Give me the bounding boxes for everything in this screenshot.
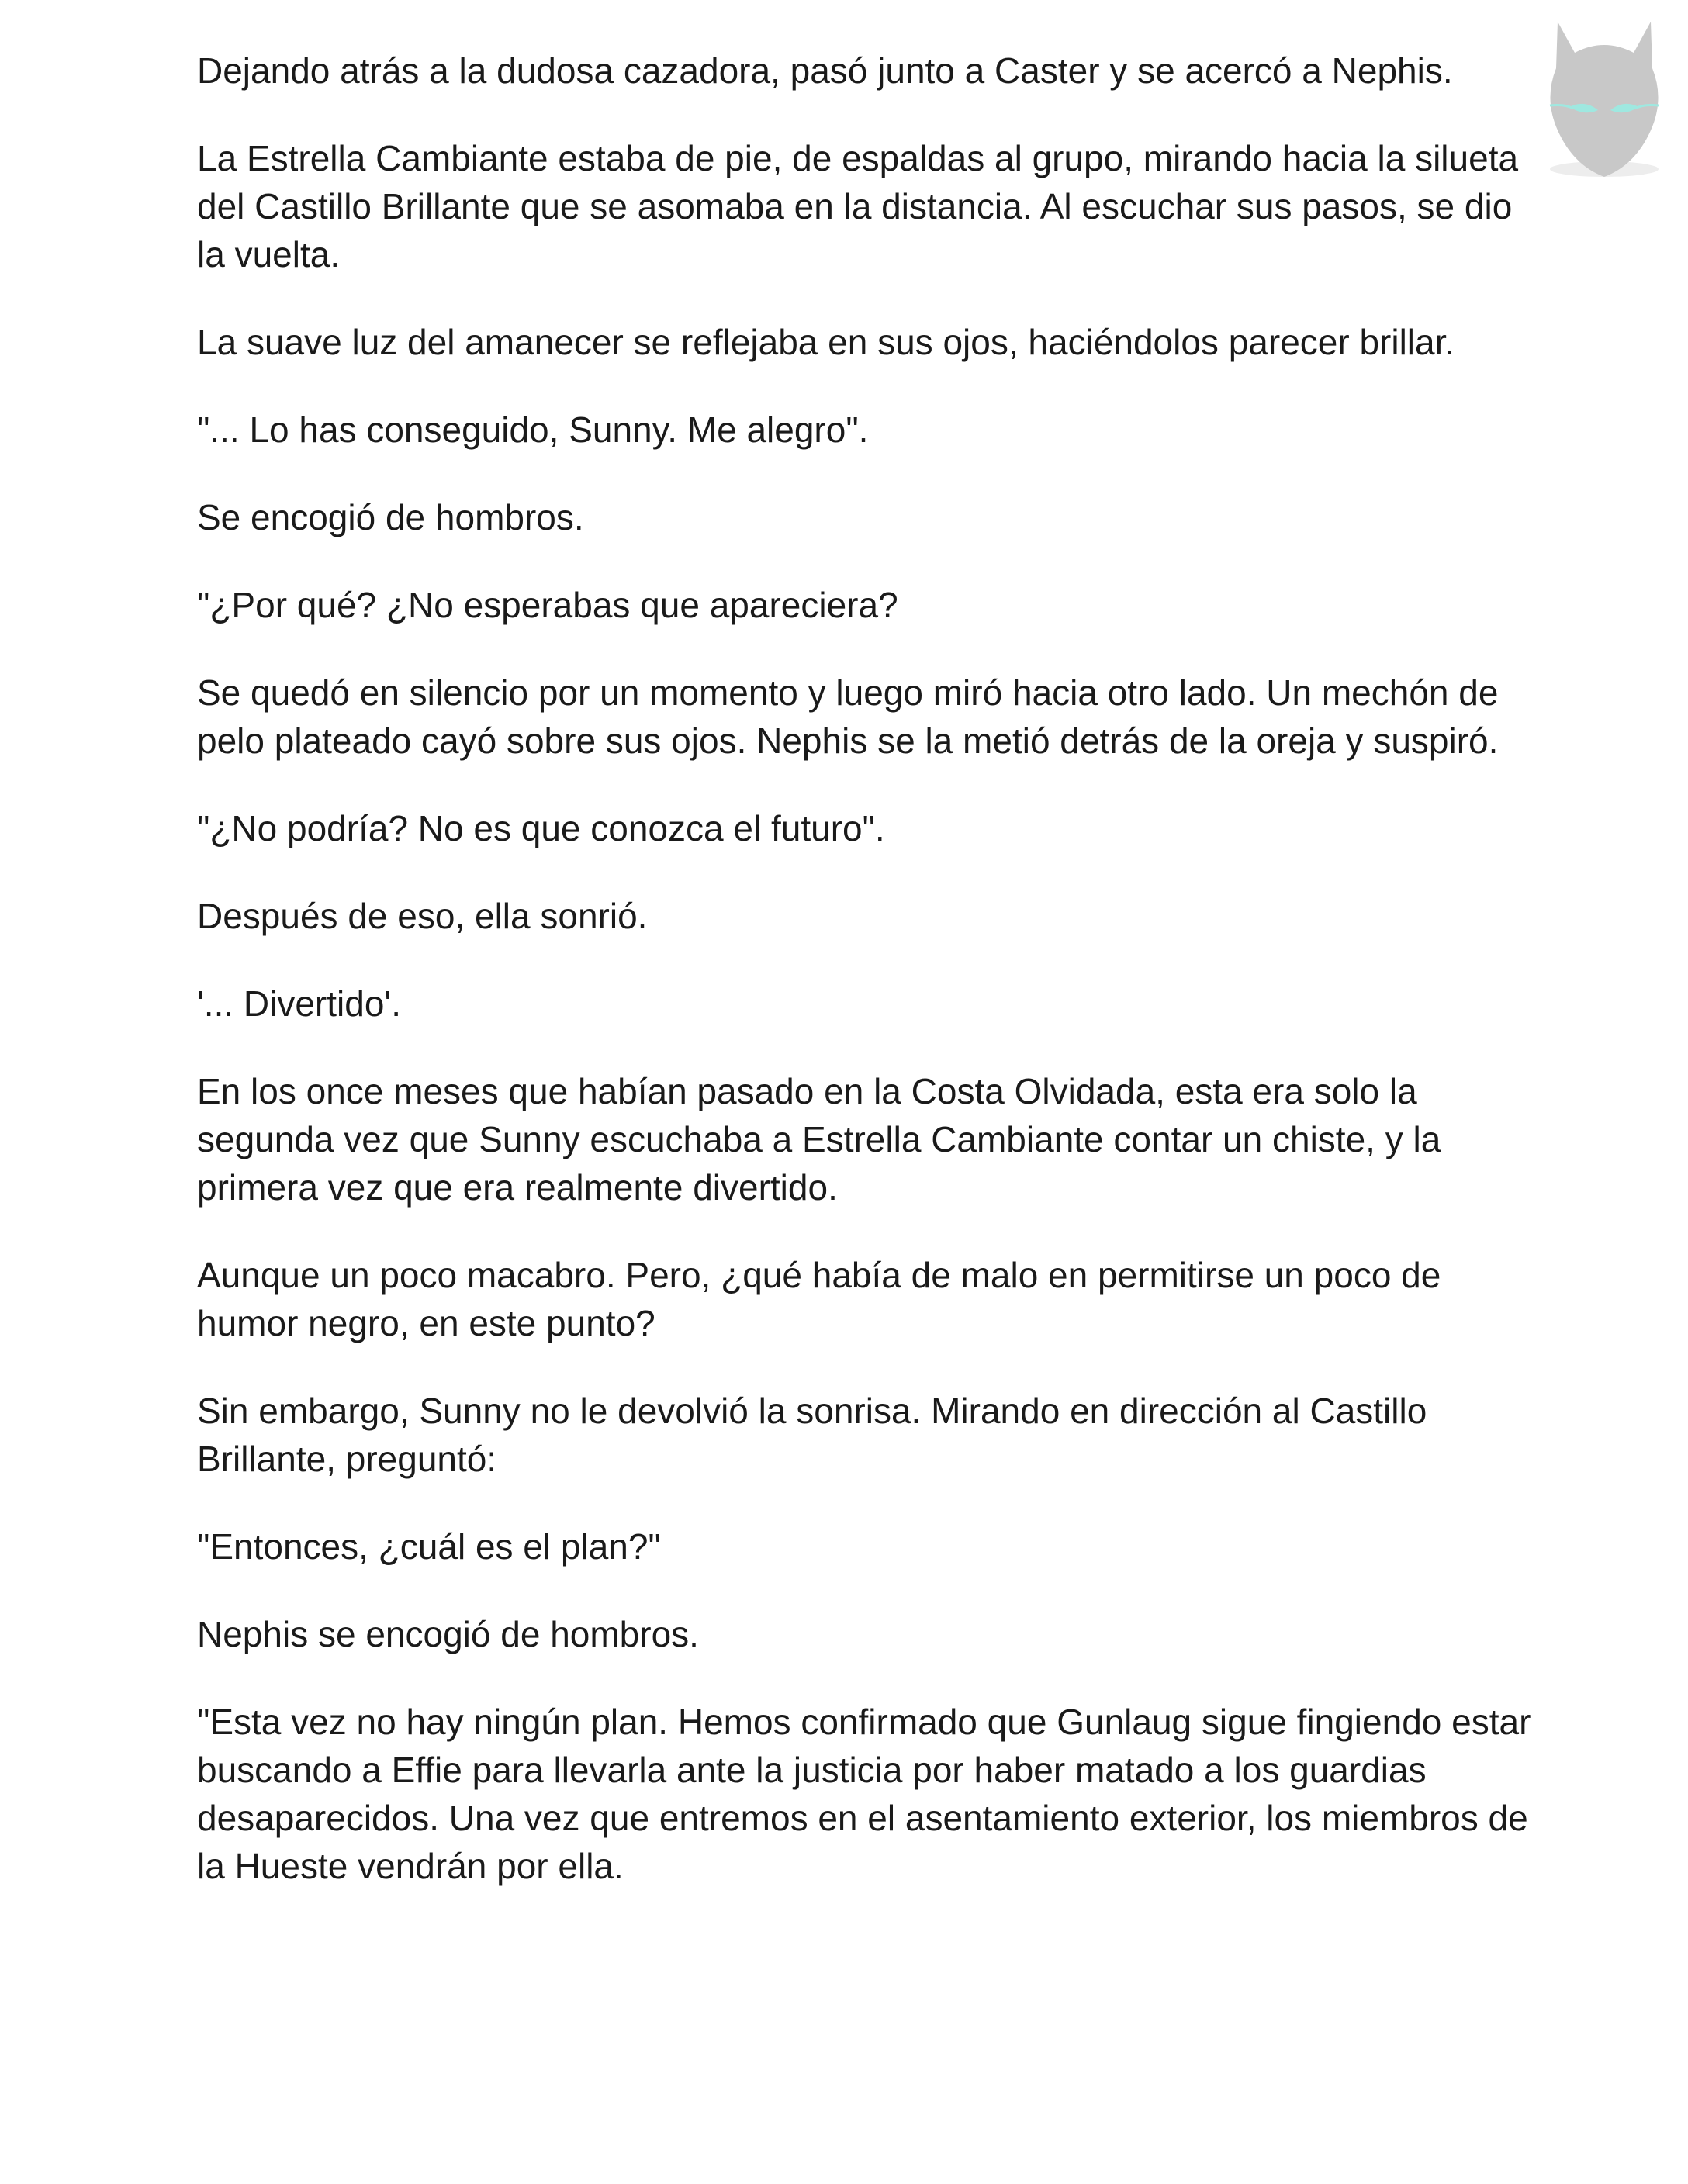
paragraph-7: Se quedó en silencio por un momento y luego miró hacia otro lado. Un mechón de pelo plateado cayó sobre sus ojos. Nephis se la metió detrás de la oreja y suspiró. <box>197 672 1499 761</box>
paragraph-5: Se encogió de hombros. <box>197 497 584 537</box>
paragraph-4: "... Lo has conseguido, Sunny. Me alegro". <box>197 410 869 450</box>
paragraph-11: En los once meses que habían pasado en la Costa Olvidada, esta era solo la segunda vez que Sunny escuchaba a Estrella Cambiante contar un chiste, y la primera vez que era realmente divertido. <box>197 1071 1441 1208</box>
paragraph-1: Dejando atrás a la dudosa cazadora, pasó junto a Caster y se acercó a Nephis. <box>197 50 1453 91</box>
paragraph-8: "¿No podría? No es que conozca el futuro". <box>197 808 885 848</box>
paragraph-6: "¿Por qué? ¿No esperabas que apareciera? <box>197 585 898 625</box>
paragraph-13: Sin embargo, Sunny no le devolvió la sonrisa. Mirando en dirección al Castillo Brillante, preguntó: <box>197 1391 1427 1479</box>
paragraph-16: "Esta vez no hay ningún plan. Hemos confirmado que Gunlaug sigue fingiendo estar buscando a Effie para llevarla ante la justicia por haber matado a los guardias desaparecidos. Una vez que entremos en el asentamiento exterior, los miembros de la Hueste vendrán por ella. <box>197 1702 1531 1886</box>
paragraph-15: Nephis se encogió de hombros. <box>197 1614 699 1654</box>
document-page <box>197 47 1531 1930</box>
demon-head-icon <box>1527 14 1682 185</box>
paragraph-3: La suave luz del amanecer se reflejaba en sus ojos, haciéndolos parecer brillar. <box>197 322 1455 362</box>
paragraph-9: Después de eso, ella sonrió. <box>197 896 648 936</box>
paragraph-2: La Estrella Cambiante estaba de pie, de espaldas al grupo, mirando hacia la silueta del Castillo Brillante que se asomaba en la distancia. Al escuchar sus pasos, se dio la vuelta. <box>197 138 1519 275</box>
paragraph-12: Aunque un poco macabro. Pero, ¿qué había de malo en permitirse un poco de humor negro, en este punto? <box>197 1255 1441 1343</box>
paragraph-14: "Entonces, ¿cuál es el plan?" <box>197 1526 661 1567</box>
paragraph-10: '... Divertido'. <box>197 983 401 1024</box>
